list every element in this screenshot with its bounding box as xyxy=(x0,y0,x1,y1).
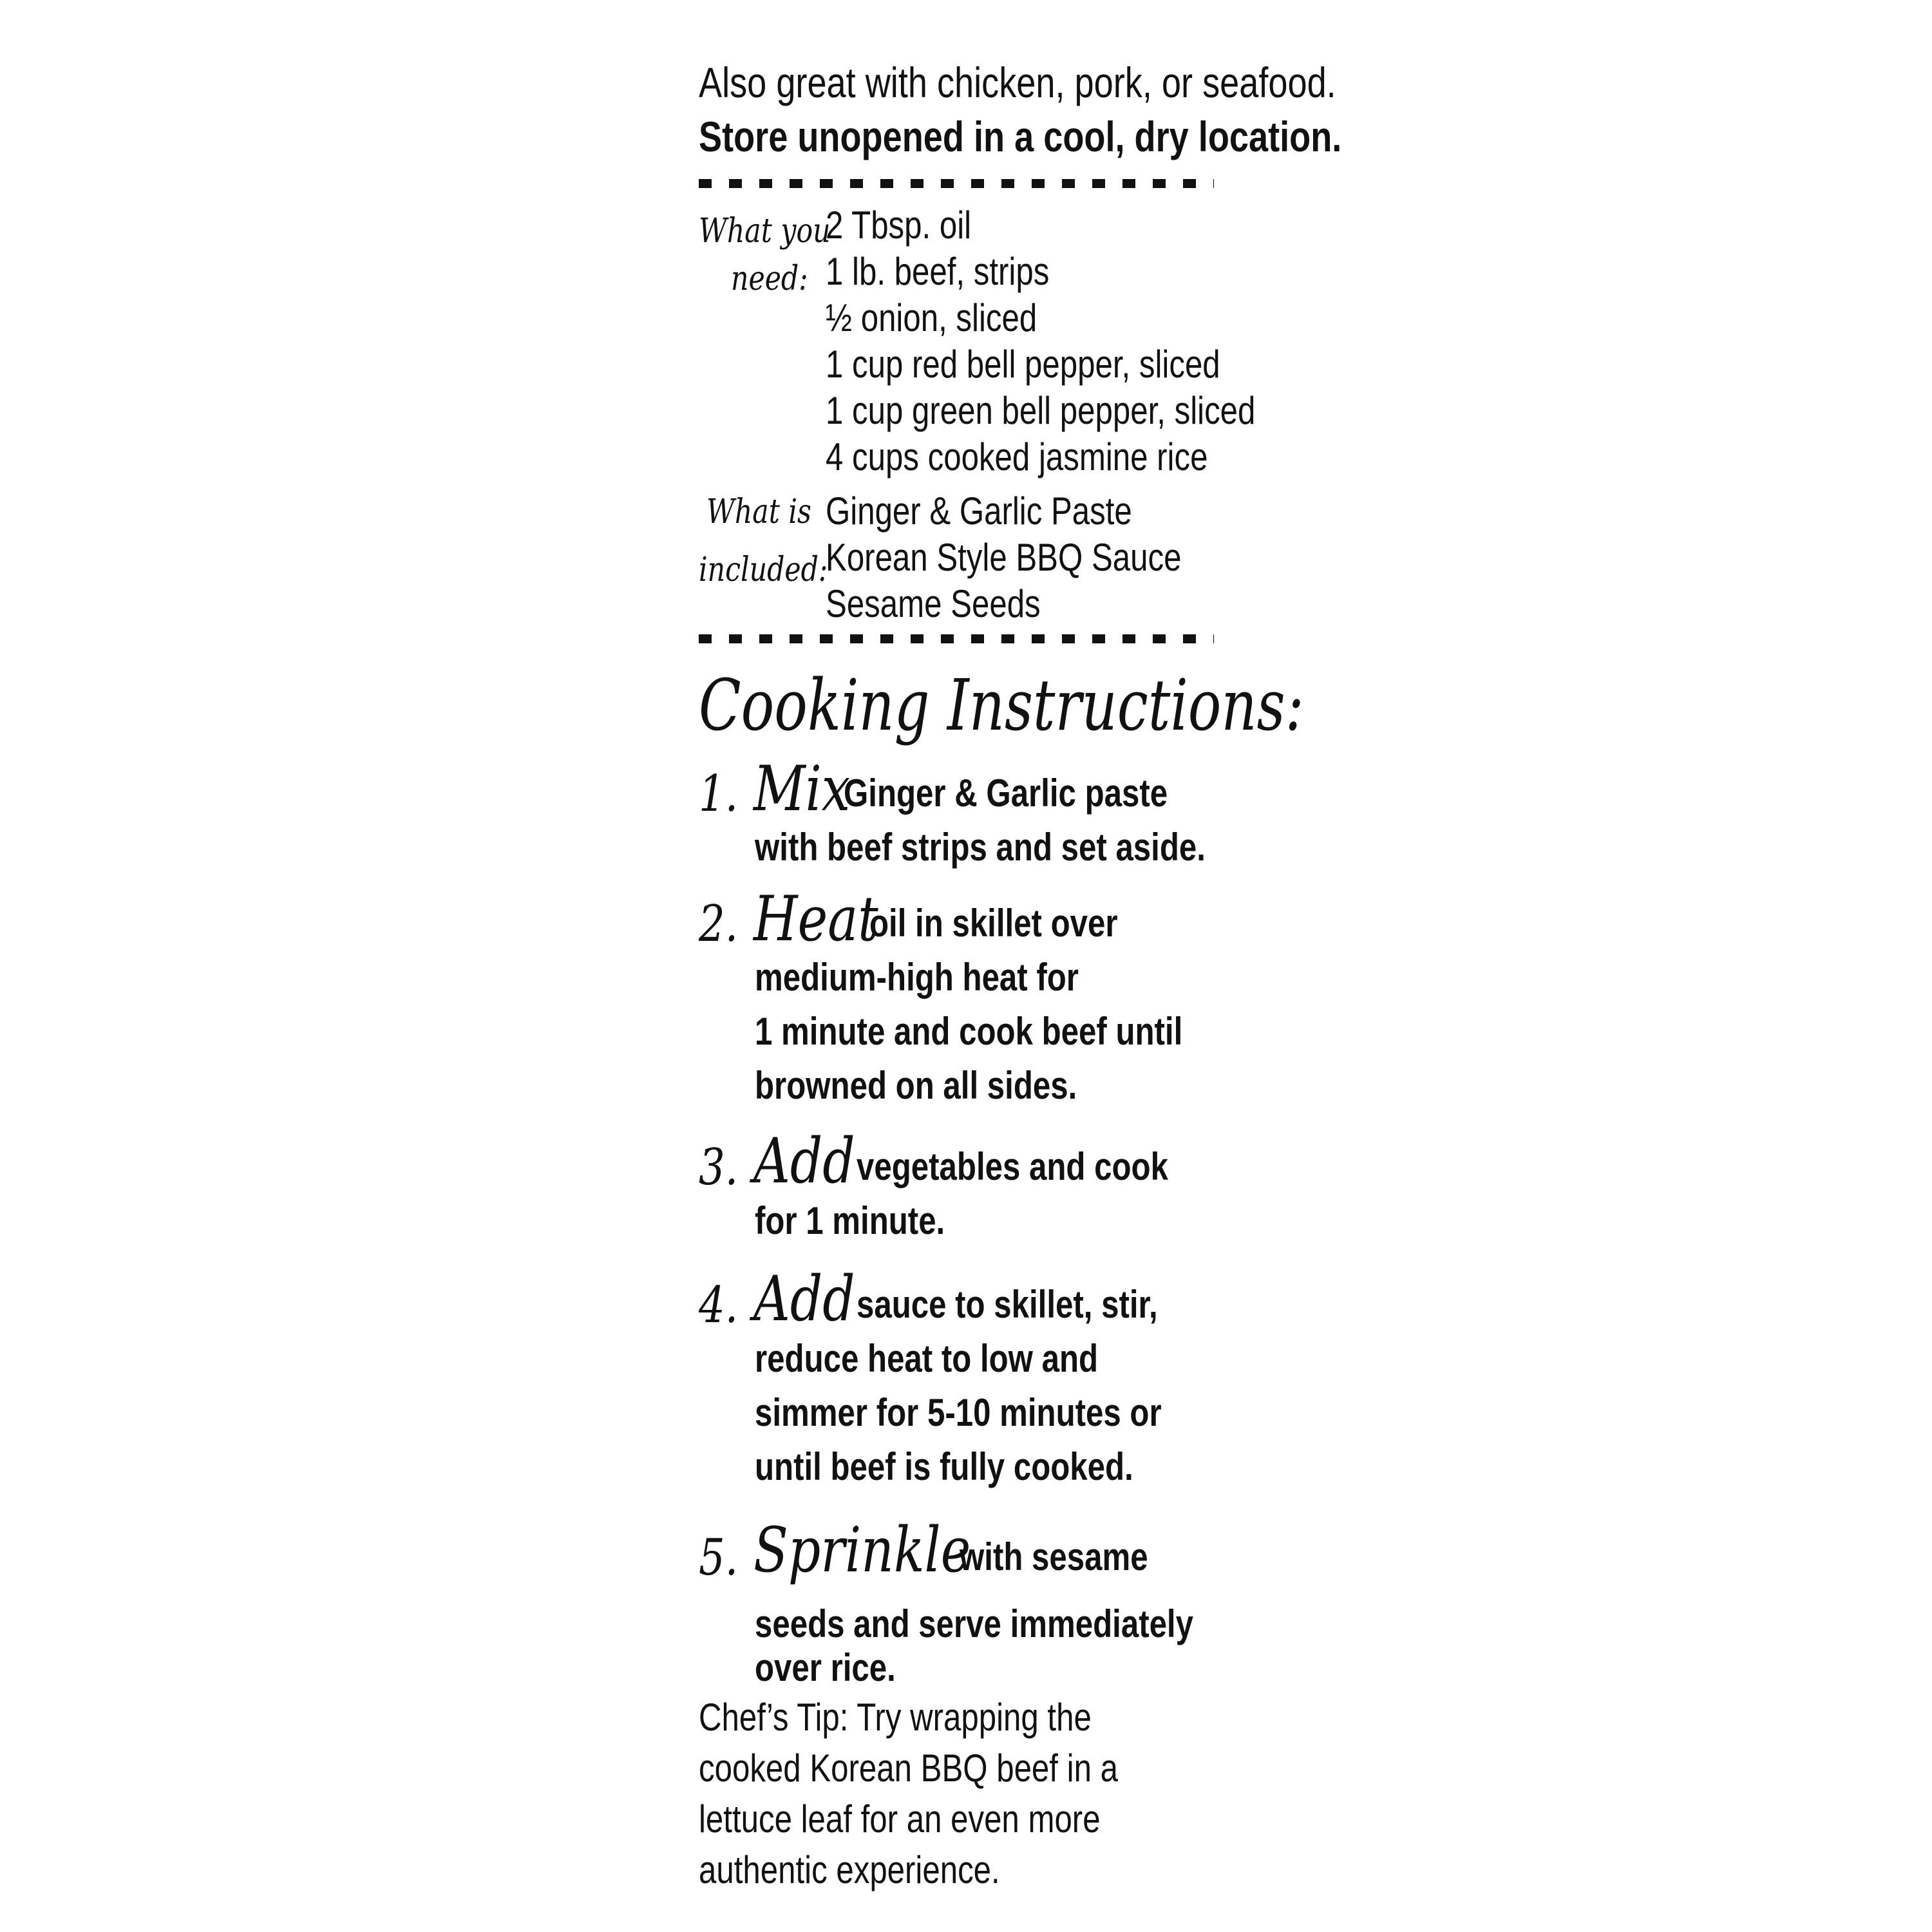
instructions-heading: Cooking Instructions: xyxy=(699,664,1304,746)
included-item: Sesame Seeds xyxy=(826,582,1041,625)
included-list xyxy=(826,488,1260,627)
ingredient-item: 2 Tbsp. oil xyxy=(826,204,972,247)
ingredient-item: 1 cup green bell pepper, sliced xyxy=(826,389,1256,432)
recipe-panel xyxy=(699,0,1342,1932)
ingredient-item: ½ onion, sliced xyxy=(826,296,1037,339)
step-number: 1. xyxy=(699,765,739,823)
step-3-text: for 1 minute. xyxy=(755,1199,945,1242)
included-item: Korean Style BBQ Sauce xyxy=(826,536,1182,579)
step-number: 3. xyxy=(699,1139,739,1197)
included-label-2: included: xyxy=(699,551,828,589)
step-4-first-line: sauce to skillet, stir, xyxy=(857,1283,1158,1326)
step-1-text: with beef strips and set aside. xyxy=(755,826,1206,869)
step-verb: Add xyxy=(753,1263,855,1335)
dotted-divider-bottom xyxy=(699,634,1214,643)
step-2-first-line: oil in skillet over xyxy=(869,902,1118,945)
step-verb: Mix xyxy=(753,753,851,825)
need-label-2: need: xyxy=(731,260,808,298)
storage-note: Store unopened in a cool, dry location. xyxy=(699,113,1342,160)
step-5-text: seeds and serve immediately over rice. xyxy=(755,1602,1193,1689)
step-verb: Heat xyxy=(753,883,878,955)
step-verb: Add xyxy=(753,1125,855,1197)
dotted-divider-top xyxy=(699,179,1214,188)
step-number: 4. xyxy=(699,1276,739,1334)
intro-line-1: Also great with chicken, pork, or seafood. xyxy=(699,59,1336,106)
ingredient-item: 1 cup red bell pepper, sliced xyxy=(826,343,1220,386)
step-1-first-line: Ginger & Garlic paste xyxy=(844,772,1168,815)
included-label-1: What is xyxy=(706,493,811,531)
included-item: Ginger & Garlic Paste xyxy=(826,489,1132,533)
step-number: 5. xyxy=(699,1529,739,1587)
step-number: 2. xyxy=(699,895,739,953)
step-3-first-line: vegetables and cook xyxy=(857,1145,1168,1188)
need-label-1: What you xyxy=(699,212,831,251)
ingredient-item: 1 lb. beef, strips xyxy=(826,250,1050,293)
need-list xyxy=(826,202,1350,480)
step-verb: Sprinkle xyxy=(753,1514,971,1586)
step-4-text: reduce heat to low and simmer for 5-10 minutes or until beef is fully cooked. xyxy=(755,1337,1162,1488)
step-5-first-line: with sesame xyxy=(960,1535,1148,1578)
ingredient-item: 4 cups cooked jasmine rice xyxy=(826,435,1208,478)
chefs-tip: Chef’s Tip: Try wrapping the cooked Korean BBQ beef in a lettuce leaf for an even more authentic experience. xyxy=(699,1696,1118,1891)
step-2-text: medium-high heat for 1 minute and cook beef until browned on all sides. xyxy=(755,956,1183,1107)
